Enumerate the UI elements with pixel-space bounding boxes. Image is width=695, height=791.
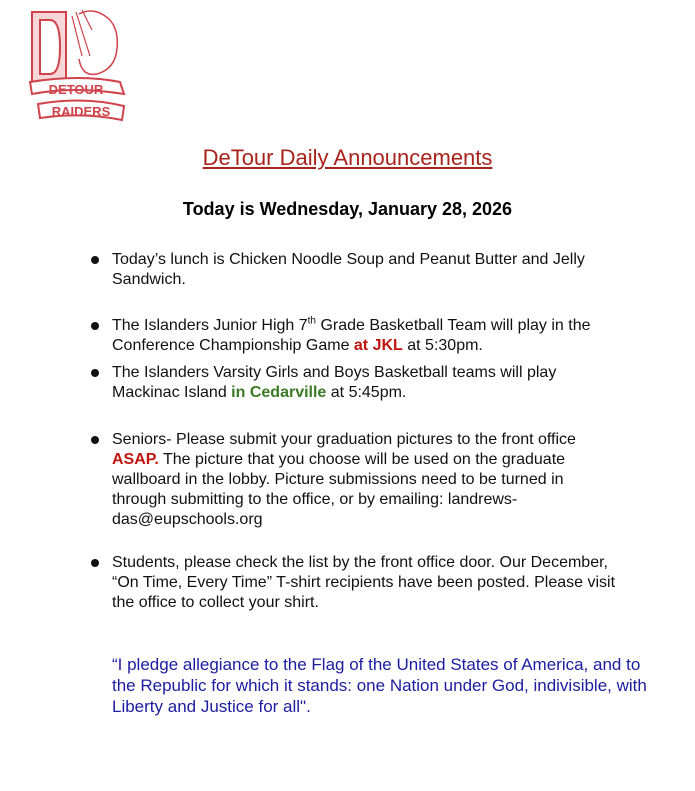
announcement-text: at 5:30pm. xyxy=(402,337,483,354)
announcement-text: The picture that you choose will be used on the graduate wallboard in the lobby. Picture submissions need to be turned in through submitting to the office, or by emailing: landrews-das@eupschools.org xyxy=(112,451,566,528)
location-highlight: at JKL xyxy=(353,337,403,354)
announcement-text: Students, please check the list by the front office door. Our December, “On Time, Every Time” T-shirt recipients have been posted. Please visit the office to collect your shirt. xyxy=(112,554,616,611)
superscript: th xyxy=(307,315,316,327)
bullet-icon xyxy=(91,256,99,264)
announcement-text: Seniors- Please submit your graduation pictures to the front office xyxy=(112,431,576,448)
announcement-text: Today’s lunch is Chicken Noodle Soup and Peanut Butter and Jelly Sandwich. xyxy=(112,251,585,288)
announcement-text: The Islanders Junior High 7 xyxy=(112,317,308,334)
announcement-text: The Islanders Varsity Girls and Boys Basketball teams will play Mackinac Island xyxy=(112,364,557,401)
logo-text-raiders: RAIDERS xyxy=(51,104,111,119)
asap-highlight: ASAP. xyxy=(112,451,159,468)
detour-raiders-logo xyxy=(24,4,136,128)
announcement-jh-basketball xyxy=(112,316,617,356)
page-title: DeTour Daily Announcements xyxy=(202,145,493,170)
bullet-icon xyxy=(91,559,99,567)
announcement-text: at 5:45pm. xyxy=(326,384,407,401)
announcement-lunch xyxy=(112,250,617,290)
announcement-text: Grade Basketball Team will play in the Conference Championship Game xyxy=(112,317,591,354)
announcement-tshirts xyxy=(112,553,617,613)
logo-text-detour: DETOUR xyxy=(48,82,104,97)
announcement-seniors xyxy=(112,430,617,530)
date-heading: Today is Wednesday, January 28, 2026 xyxy=(182,199,513,219)
bullet-icon xyxy=(91,322,99,330)
location-highlight: in Cedarville xyxy=(231,384,327,401)
bullet-icon xyxy=(91,369,99,377)
pledge-of-allegiance: “I pledge allegiance to the Flag of the United States of America, and to the Republic for which it stands: one Nation under God, indivisible, with Liberty and Justice for all". xyxy=(112,655,647,716)
announcement-varsity-basketball xyxy=(112,363,617,403)
bullet-icon xyxy=(91,436,99,444)
